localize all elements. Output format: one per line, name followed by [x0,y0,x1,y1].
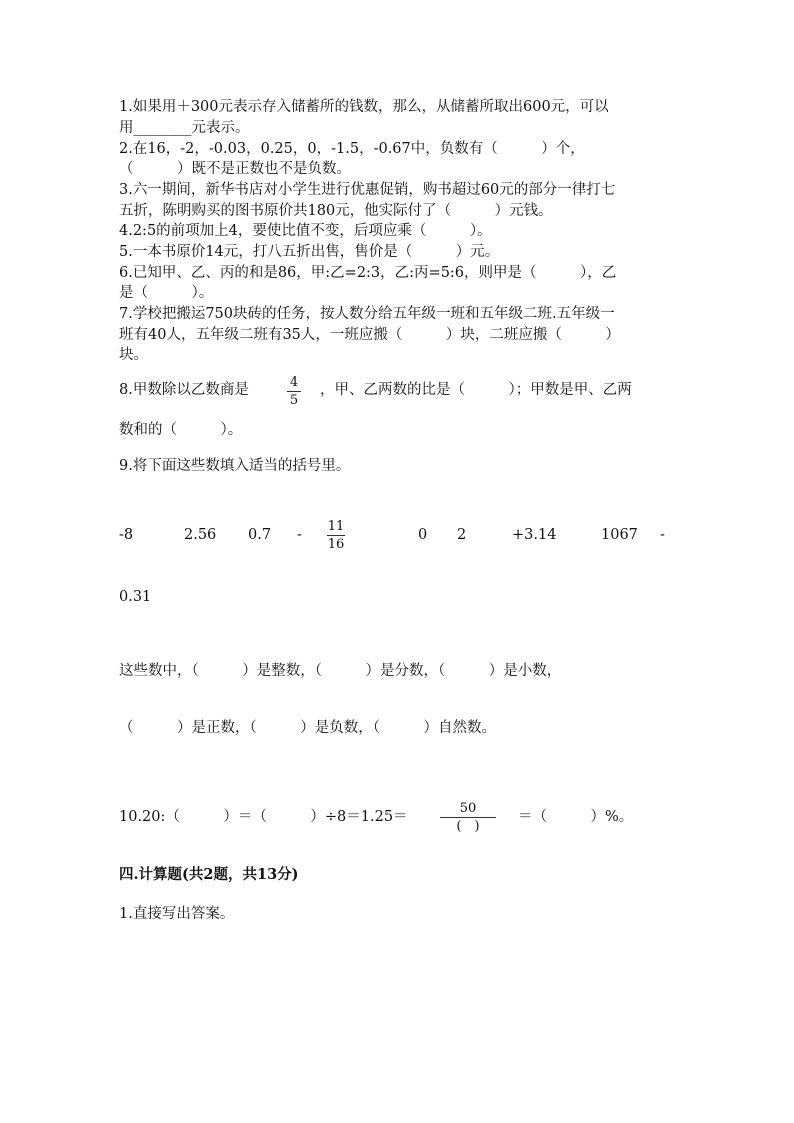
fraction-denominator: 5 [289,393,299,408]
question-9-line-b: （ ）是正数，（ ）是负数，（ ）自然数。 [119,720,496,736]
question-7-line-1: 7.学校把搬运750块砖的任务，按人数分给五年级一班和五年级二班.五年级一 [119,306,615,322]
section-heading: 四.计算题(共2题，共13分) [119,866,299,883]
question-10-fraction [440,801,496,834]
question-7-line-3: 块。 [119,347,148,363]
question-1-line-2: 用________元表示。 [119,120,250,136]
number-fraction [327,519,345,552]
question-4: 4.2:5的前项加上4，要使比值不变，后项应乘（ ）。 [119,223,492,239]
fraction-bar [327,535,345,536]
number-item: 1067 [601,527,638,543]
fraction-numerator: 50 [459,801,477,816]
fraction-numerator: 11 [327,519,345,534]
question-10-prefix: 10.20:（ ）＝（ ）÷8＝1.25＝ [119,809,408,825]
number-item: 0.31 [119,589,152,605]
number-item: -8 [119,527,134,543]
fraction-bar [440,817,496,818]
number-item: +3.14 [512,527,557,543]
question-8-prefix: 8.甲数除以乙数商是 [119,382,249,398]
question-6-line-1: 6.已知甲、乙、丙的和是86，甲:乙=2:3，乙:丙=5:6，则甲是（ ），乙 [119,265,617,281]
question-9-title: 9.将下面这些数填入适当的括号里。 [119,458,351,474]
section-4-question-1: 1.直接写出答案。 [119,906,235,922]
question-8-line-2: 数和的（ ）。 [119,422,243,438]
question-2-line-1: 2.在16，-2，-0.03，0.25，0，-1.5，-0.67中，负数有（ ）个， [119,141,585,157]
question-6-line-2: 是（ ）。 [119,285,214,301]
question-5: 5.一本书原价14元，打八五折出售，售价是（ ）元。 [119,244,500,260]
number-sign: - [660,527,665,543]
fraction-denominator: 16 [327,537,345,552]
question-9-line-a: 这些数中，（ ）是整数，（ ）是分数，（ ）是小数， [119,663,562,679]
question-8-suffix: ，甲、乙两数的比是（ ）；甲数是甲、乙两 [320,382,632,398]
number-item: 0 [418,527,428,543]
question-10-suffix: ＝（ ）%。 [518,809,634,825]
number-item: 0.7 [248,527,272,543]
number-item: 2.56 [184,527,217,543]
question-2-line-2: （ ）既不是正数也不是负数。 [119,161,351,177]
fraction-denominator: ( ) [456,819,480,834]
question-1-line-1: 1.如果用＋300元表示存入储蓄所的钱数，那么，从储蓄所取出600元，可以 [119,99,609,115]
question-8-fraction [287,375,301,408]
number-sign: - [297,527,302,543]
question-3-line-2: 五折，陈明购买的图书原价共180元，他实际付了（ ）元钱。 [119,203,553,219]
fraction-numerator: 4 [289,375,299,390]
number-item: 2 [457,527,467,543]
question-7-line-2: 班有40人，五年级二班有35人，一班应搬（ ）块，二班应搬（ ） [119,327,620,343]
question-3-line-1: 3.六一期间，新华书店对小学生进行优惠促销，购书超过60元的部分一律打七 [119,182,616,198]
fraction-bar [287,391,301,392]
